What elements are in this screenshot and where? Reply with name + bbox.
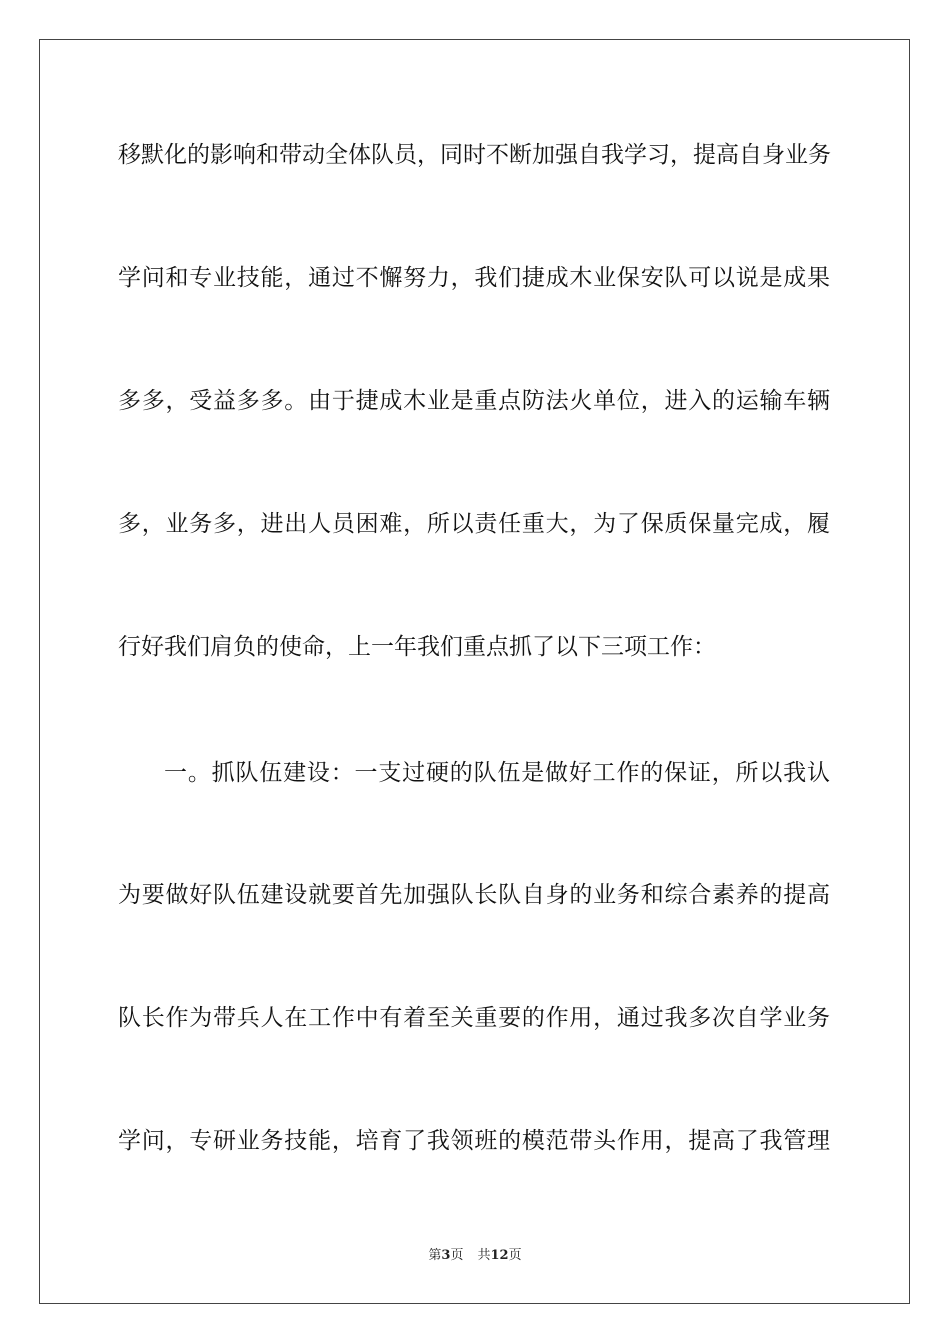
body-text-line-5: 行好我们肩负的使命，上一年我们重点抓了以下三项工作： — [118, 634, 716, 660]
total-page-count: 12 — [490, 1248, 509, 1263]
body-text-line-7: 为要做好队伍建设就要首先加强队长队自身的业务和综合素养的提高 — [118, 882, 830, 908]
total-pages-label: 共12页 — [477, 1248, 522, 1263]
body-text-line-8: 队长作为带兵人在工作中有着至关重要的作用，通过我多次自学业务 — [118, 1005, 830, 1031]
body-text-line-4: 多，业务多，进出人员困难，所以责任重大，为了保质保量完成，履 — [118, 511, 830, 537]
current-page-number: 3 — [441, 1248, 451, 1263]
page-border — [39, 39, 910, 1304]
page-number-label: 第3页 — [428, 1248, 464, 1263]
body-text-line-1: 移默化的影响和带动全体队员，同时不断加强自我学习，提高自身业务 — [118, 142, 831, 168]
body-text-line-3: 多多，受益多多。由于捷成木业是重点防法火单位，进入的运输车辆 — [118, 388, 830, 414]
page-footer — [0, 1247, 950, 1265]
body-text-line-6: 一。抓队伍建设：一支过硬的队伍是做好工作的保证，所以我认 — [164, 760, 830, 786]
body-text-line-9: 学问，专研业务技能，培育了我领班的模范带头作用，提高了我管理 — [118, 1128, 830, 1154]
body-text-line-2: 学问和专业技能，通过不懈努力，我们捷成木业保安队可以说是成果 — [118, 265, 830, 291]
